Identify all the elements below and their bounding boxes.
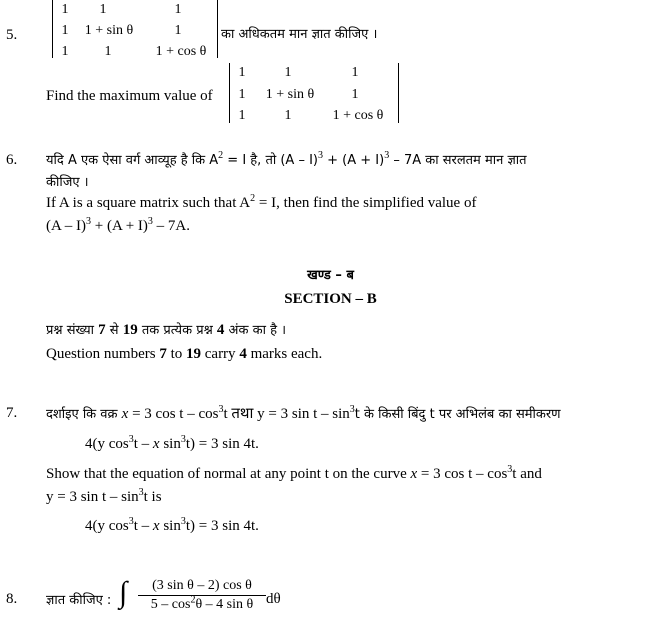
q8-dtheta: dθ [266,591,281,607]
instr-text: to [166,346,186,362]
instr-number: 7 [98,322,106,338]
exponent: 3 [86,216,91,227]
matrix-cell: 1 [61,44,69,59]
instr-number: 7 [159,346,167,362]
exponent: 3 [507,464,513,475]
denominator-part: θ – 4 sin θ [195,597,254,612]
instr-number: 19 [186,346,201,362]
q6-number: 6. [6,152,18,168]
matrix-cell: 1 [284,65,292,80]
q7-english-text: Show that the equation of normal at any point t on the curve [46,466,411,482]
q5-hindi-text: का अधिकतम मान ज्ञात कीजिए । [221,27,378,42]
q5-determinant-hindi [52,0,218,58]
matrix-cell: 1 [61,2,69,17]
exponent: 2 [190,594,196,606]
instr-number: 19 [122,322,138,338]
instr-text: carry [201,346,240,362]
matrix-cell: 1 [284,108,292,123]
q8-hindi-label: ज्ञात कीजिए : [46,593,112,608]
q8-number: 8. [6,591,18,607]
fraction-denominator [138,594,266,613]
matrix-cell: 1 + cos θ [332,108,384,123]
q7-english-line1 [46,466,542,483]
exponent: 3 [128,516,134,527]
q5-english-text: Find the maximum value of [46,88,213,104]
exponent: 3 [180,434,186,445]
matrix-cell: 1 [174,2,182,17]
eq-part: 4(y cos [85,436,129,452]
instr-number: 4 [239,346,247,362]
instr-number: 4 [216,322,225,338]
variable-x: x [121,406,129,422]
q7-number: 7. [6,405,18,421]
q6-hindi-line2: कीजिए । [46,175,89,190]
q7-english-text: t and [512,466,542,482]
q6-english-text: = I, then find the simplified value of [255,195,477,211]
eq-part: 4(y cos [85,518,129,534]
matrix-cell: 1 + sin θ [265,87,315,102]
variable-x: x [410,466,418,482]
exponent: 3 [180,516,186,527]
q7-english-line2 [46,489,162,506]
integral-sign: ∫ [119,576,128,609]
instr-text: प्रश्न संख्या [46,323,99,338]
q7-hindi-text: दर्शाइए कि वक्र [46,407,122,422]
matrix-cell: 1 [238,65,246,80]
section-hindi-instructions [46,320,286,339]
q6-hindi-line1 [46,150,527,169]
matrix-cell: 1 [61,23,69,38]
eq-part: t – [133,436,153,452]
q7-hindi-line [46,403,561,423]
q5-number: 5. [6,27,18,43]
q6-hindi-text: – 7A का सरलतम मान ज्ञात [389,153,527,168]
exponent: 3 [147,216,153,227]
q6-english-text: If A is a square matrix such that A [46,195,251,211]
matrix-cell: 1 + cos θ [155,44,207,59]
denominator-part: 5 – cos [150,597,191,612]
q5-determinant-english [229,63,399,123]
fraction-numerator: (3 sin θ – 2) cos θ [152,578,252,593]
q8-fraction [138,578,266,613]
matrix-cell: 1 [351,87,359,102]
q6-english-line2 [46,218,190,235]
q7-english-text: = 3 cos t – cos [417,466,508,482]
matrix-cell: 1 [238,87,246,102]
instr-text: से [105,323,123,338]
q6-hindi-text: यदि A एक ऐसा वर्ग आव्यूह है कि A [46,153,219,168]
fraction-bar [138,595,266,596]
section-english-title: SECTION – B [284,291,377,307]
q7-math: t तथा y = 3 sin t – sin [223,406,350,422]
q6-hindi-text: + (A + I) [323,153,385,168]
exponent: 3 [128,434,134,445]
eq-part: t) = 3 sin 4t. [185,436,259,452]
q6-english-text: + (A + I) [91,218,148,234]
exponent: 2 [250,193,256,204]
exponent: 3 [349,404,355,415]
instr-text: Question numbers [46,346,160,362]
matrix-cell: 1 [99,2,107,17]
exponent: 2 [218,150,224,161]
q7-equation-1 [85,436,259,453]
variable-x: x [152,436,160,452]
section-hindi-title: खण्ड – ब [307,268,354,283]
matrix-cell: 1 [351,65,359,80]
q6-english-text: – 7A. [152,218,191,234]
exponent: 3 [138,487,144,498]
exponent: 3 [384,150,390,161]
q7-math: = 3 cos t – cos [128,406,219,422]
matrix-cell: 1 [104,44,112,59]
q7-english-text: t is [143,489,162,505]
q6-english-line1 [46,195,476,212]
matrix-cell: 1 [238,108,246,123]
variable-x: x [152,518,160,534]
exponent: 3 [218,404,224,415]
matrix-cell: 1 [174,23,182,38]
eq-part: sin [159,518,181,534]
q7-english-text: y = 3 sin t – sin [46,489,139,505]
section-english-instructions [46,346,322,363]
instr-text: तक प्रत्येक प्रश्न [137,323,217,338]
q7-equation-2 [85,518,259,535]
eq-part: t) = 3 sin 4t. [185,518,259,534]
eq-part: sin [159,436,181,452]
exponent: 3 [318,150,323,161]
matrix-cell: 1 + sin θ [84,23,134,38]
q6-english-text: (A – I) [46,218,86,234]
q6-hindi-text: = I है, तो (A – I) [223,153,318,168]
instr-text: अंक का है । [224,323,287,338]
instr-text: marks each. [246,346,323,362]
eq-part: t – [133,518,153,534]
q7-hindi-text: t के किसी बिंदु t पर अभिलंब का समीकरण [354,407,561,422]
